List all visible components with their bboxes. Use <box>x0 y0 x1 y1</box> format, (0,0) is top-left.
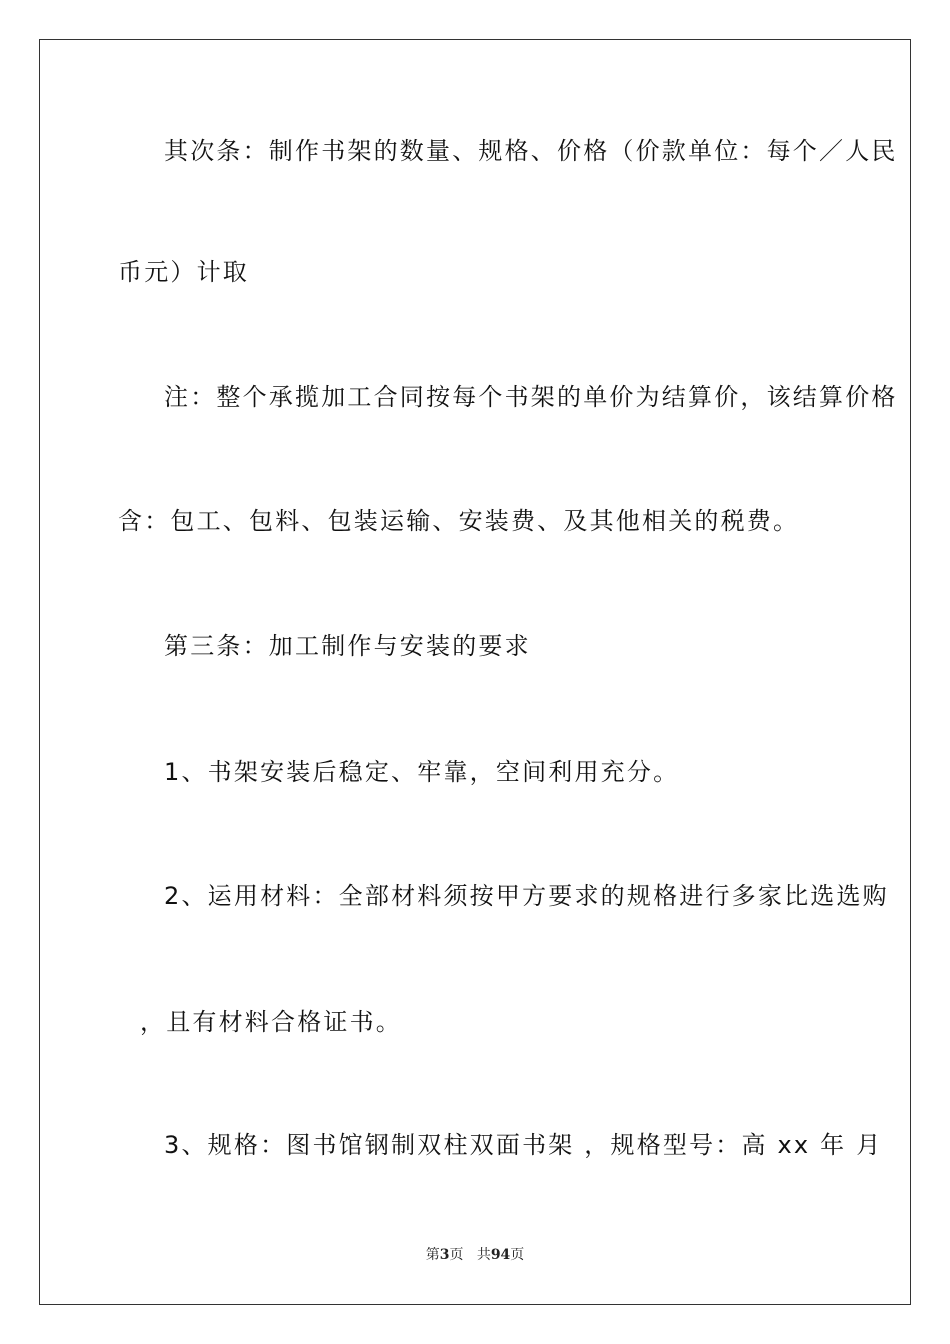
page-border <box>39 39 911 1305</box>
paragraph-line-1: 其次条：制作书架的数量、规格、价格（价款单位：每个／人民 <box>164 137 898 165</box>
page-prefix: 第 <box>425 1247 440 1263</box>
total-pages: 94 <box>490 1247 511 1263</box>
list-item-2: 2、运用材料：全部材料须按甲方要求的规格进行多家比选选购 <box>164 882 889 910</box>
list-item-2-continuation: ，且有材料合格证书。 <box>140 1008 402 1036</box>
paragraph-line-3: 注：整个承揽加工合同按每个书架的单价为结算价，该结算价格 <box>164 383 898 411</box>
list-item-3: 3、规格：图书馆钢制双柱双面书架 ，规格型号：高 xx 年 月 <box>164 1131 883 1159</box>
page-suffix: 页 <box>449 1247 464 1263</box>
page-footer <box>0 1244 950 1264</box>
section-heading-article-3: 第三条：加工制作与安装的要求 <box>164 632 531 660</box>
total-prefix: 共 <box>476 1247 491 1263</box>
list-item-1: 1、书架安装后稳定、牢靠，空间利用充分。 <box>164 758 680 786</box>
paragraph-line-4: 含：包工、包料、包装运输、安装费、及其他相关的税费。 <box>118 507 800 535</box>
page-number: 3 <box>439 1247 450 1263</box>
total-suffix: 页 <box>510 1247 525 1263</box>
paragraph-line-2: 币元）计取 <box>118 258 249 286</box>
